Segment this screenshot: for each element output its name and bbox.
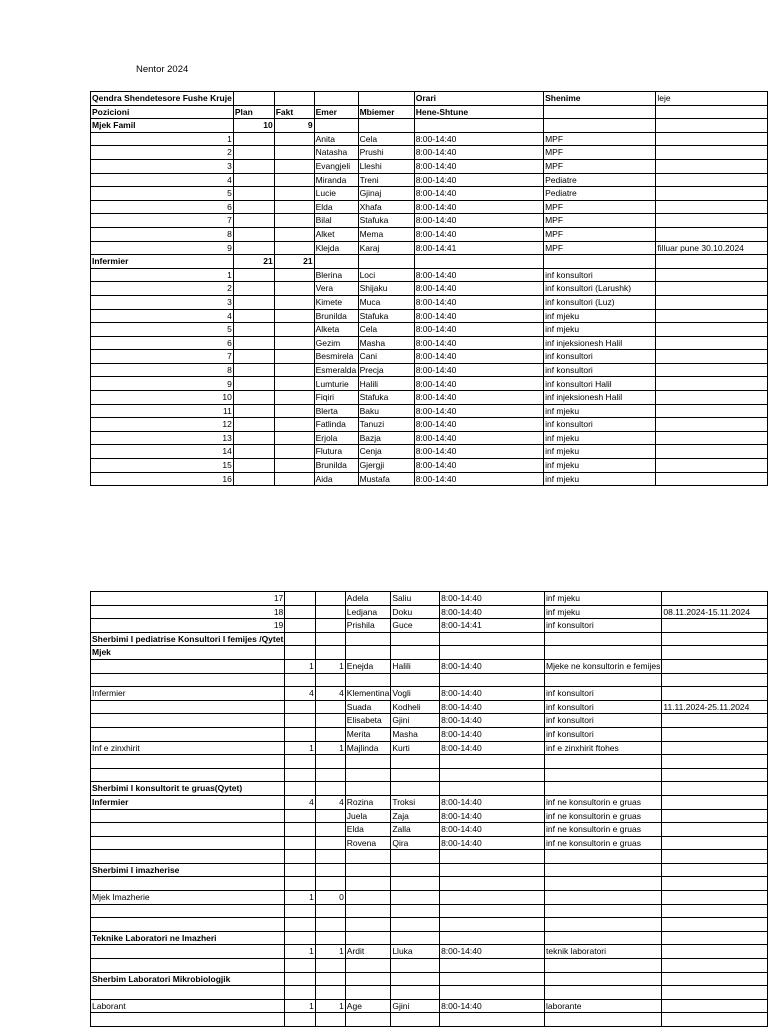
header-emer: Emer: [314, 105, 358, 119]
empty-row: [91, 877, 768, 891]
laborator-row: Laborant 1 1 Age Gjini 8:00-14:40 laborante: [91, 999, 768, 1013]
staff-row: 8 Esmeralda Precja 8:00-14:40 inf konsultori: [91, 363, 768, 377]
header-shenime: Shenime: [544, 92, 656, 106]
staff-row: 9 Lumturie Halili 8:00-14:40 inf konsultori Halil: [91, 377, 768, 391]
staff-row: 12 Fatlinda Tanuzi 8:00-14:40 inf konsultori: [91, 418, 768, 432]
header-row-1: [91, 92, 768, 106]
staff-table-top: [90, 91, 768, 486]
group-fakt: 9: [274, 119, 314, 133]
staff-row: 1 Anita Cela 8:00-14:40 MPF: [91, 132, 768, 146]
staff-row: 6 Gezim Masha 8:00-14:40 inf injeksionesh Halil: [91, 336, 768, 350]
group-plan: 10: [233, 119, 274, 133]
imazheri-row: Mjek Imazherie 1 0: [91, 891, 768, 905]
staff-row: 10 Fiqiri Stafuka 8:00-14:40 inf injeksionesh Halil: [91, 391, 768, 405]
group-plan: 21: [233, 255, 274, 269]
staff-row: 11 Blerta Baku 8:00-14:40 inf mjeku: [91, 404, 768, 418]
header-leje: leje: [656, 92, 768, 106]
header-mbiemer: Mbiemer: [358, 105, 414, 119]
empty-row: [91, 904, 768, 918]
section-teknike-title: Teknike Laboratori ne Imazheri: [91, 931, 768, 945]
staff-row: 16 Aida Mustafa 8:00-14:40 inf mjeku: [91, 472, 768, 486]
staff-row: Merita Masha 8:00-14:40 inf konsultori: [91, 727, 768, 741]
group-fakt: 21: [274, 255, 314, 269]
staff-row: 18 Ledjana Doku 8:00-14:40 inf mjeku 08.11.2024-15.11.2024: [91, 605, 768, 619]
staff-row: 5 Alketa Cela 8:00-14:40 inf mjeku: [91, 323, 768, 337]
staff-row: Rovena Qira 8:00-14:40 inf ne konsultorin e gruas: [91, 836, 768, 850]
staff-row: 14 Flutura Cenja 8:00-14:40 inf mjeku: [91, 445, 768, 459]
staff-row: 3 Kimete Muca 8:00-14:40 inf konsultori (Luz): [91, 295, 768, 309]
group-label: Mjek Famil: [91, 119, 234, 133]
staff-table-bottom: [90, 591, 768, 1027]
empty-row: [91, 986, 768, 1000]
pediatri-mjek-row: 1 1 Enejda Halili 8:00-14:40 Mjeke ne konsultorin e femijes: [91, 659, 768, 673]
staff-row: 13 Erjola Bazja 8:00-14:40 inf mjeku: [91, 431, 768, 445]
staff-row: 9 Klejda Karaj 8:00-14:41 MPF filluar pune 30.10.2024: [91, 241, 768, 255]
group-infermier: [91, 255, 768, 269]
staff-row: 2 Vera Shijaku 8:00-14:40 inf konsultori (Larushk): [91, 282, 768, 296]
group-label: Infermier: [91, 255, 234, 269]
pediatri-mjek-label-row: Mjek: [91, 646, 768, 660]
staff-row: Elisabeta Gjini 8:00-14:40 inf konsultori: [91, 714, 768, 728]
header-plan: Plan: [233, 105, 274, 119]
header-pozicioni: Pozicioni: [91, 105, 234, 119]
section-imazheri-title: Sherbimi I imazherise: [91, 863, 768, 877]
staff-row: 19 Prishila Guce 8:00-14:41 inf konsultori: [91, 619, 768, 633]
header-hene-shtune: Hene-Shtune: [414, 105, 543, 119]
staff-row: Juela Zaja 8:00-14:40 inf ne konsultorin e gruas: [91, 809, 768, 823]
empty-row: [91, 850, 768, 864]
staff-row: 3 Evangjeli Lleshi 8:00-14:40 MPF: [91, 159, 768, 173]
header-orari: Orari: [414, 92, 543, 106]
empty-row: [91, 918, 768, 932]
staff-row: 6 Elda Xhafa 8:00-14:40 MPF: [91, 200, 768, 214]
teknike-row: 1 1 Ardit Lluka 8:00-14:40 teknik laboratori: [91, 945, 768, 959]
section-laborator-title: Sherbim Laboratori Mikrobiologjik: [91, 972, 768, 986]
section-konsultori-gruas-title: Sherbimi I konsultorit te gruas(Qytet): [91, 782, 768, 796]
staff-row: 4 Brunilda Stafuka 8:00-14:40 inf mjeku: [91, 309, 768, 323]
staff-row: 8 Alket Mema 8:00-14:40 MPF: [91, 227, 768, 241]
empty-row: [91, 1013, 768, 1027]
staff-row: Suada Kodheli 8:00-14:40 inf konsultori 11.11.2024-25.11.2024: [91, 700, 768, 714]
staff-row: Infermier 4 4 Klementina Vogli 8:00-14:40 inf konsultori: [91, 687, 768, 701]
empty-row: [91, 755, 768, 769]
staff-row: 5 Lucie Gjinaj 8:00-14:40 Pediatre: [91, 187, 768, 201]
page-title: Nentor 2024: [136, 64, 189, 75]
section-pediatri-title: Sherbimi I pediatrise Konsultori I femijes /Qytet: [91, 632, 768, 646]
empty-row: [91, 768, 768, 782]
staff-row: 2 Natasha Prushi 8:00-14:40 MPF: [91, 146, 768, 160]
staff-row: Elda Zalla 8:00-14:40 inf ne konsultorin e gruas: [91, 823, 768, 837]
staff-row: 7 Bilal Stafuka 8:00-14:40 MPF: [91, 214, 768, 228]
staff-row: 4 Miranda Treni 8:00-14:40 Pediatre: [91, 173, 768, 187]
empty-row: [91, 673, 768, 687]
staff-row: 7 Besmirela Cani 8:00-14:40 inf konsultori: [91, 350, 768, 364]
staff-row: Infermier 4 4 Rozina Troksi 8:00-14:40 inf ne konsultorin e gruas: [91, 795, 768, 809]
staff-row: 15 Brunilda Gjergji 8:00-14:40 inf mjeku: [91, 459, 768, 473]
empty-row: [91, 959, 768, 973]
staff-row: 1 Blerina Loci 8:00-14:40 inf konsultori: [91, 268, 768, 282]
pediatri-zinxhir-row: Inf e zinxhirit 1 1 Majlinda Kurti 8:00-14:40 inf e zinxhirit ftohes: [91, 741, 768, 755]
staff-row: 17 Adela Saliu 8:00-14:40 inf mjeku: [91, 592, 768, 606]
header-row-2: [91, 105, 768, 119]
group-mjek-familje: [91, 119, 768, 133]
header-qendra: Qendra Shendetesore Fushe Kruje: [91, 92, 234, 106]
header-fakt: Fakt: [274, 105, 314, 119]
